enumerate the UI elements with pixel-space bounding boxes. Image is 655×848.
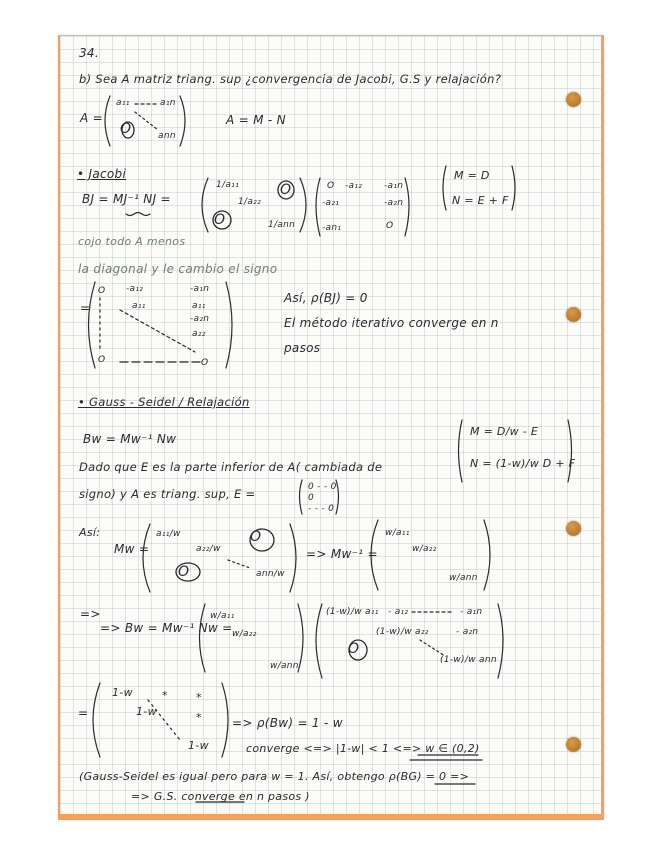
a-split-formula: A = M - N	[226, 113, 286, 127]
matrix-entry: w/ann	[449, 573, 478, 583]
question-text: b) Sea A matriz triang. sup ¿convergencia de Jacobi, G.S y relajación?	[79, 72, 502, 86]
matrix-entry: (1-w)/w a₂₂	[376, 627, 429, 637]
matrix-entry: a₁n	[160, 98, 176, 108]
matrix-entry: O	[98, 286, 106, 296]
gauss-text: Dado que E es la parte inferior de A( cambiada de	[79, 460, 383, 474]
matrix-entry: O	[348, 641, 360, 657]
mn-box-line: M = D/w - E	[470, 425, 539, 438]
jacobi-formula: BJ = MJ⁻¹ NJ =	[82, 192, 171, 206]
matrix-entry: O	[178, 564, 190, 580]
matrix-entry: w/a₂₂	[232, 629, 257, 639]
rho-bw: => ρ(Bw) = 1 - w	[232, 716, 343, 730]
matrix-entry: (1-w)/w ann	[440, 655, 497, 665]
matrix-entry: - a₂n	[456, 627, 479, 637]
pencil-note: la diagonal y le cambio el signo	[78, 262, 278, 276]
matrix-entry: a₁₁	[132, 301, 146, 311]
matrix-a-label: A =	[80, 111, 103, 125]
matrix-entry: 1-w	[112, 686, 133, 699]
matrix-entry: ann	[158, 131, 176, 141]
matrix-entry: a₁₁	[192, 301, 206, 311]
mw-inverse-label: => Mw⁻¹ =	[306, 547, 378, 561]
matrix-entry: O	[386, 221, 394, 231]
matrix-entry: 0 - - 0	[308, 482, 337, 492]
matrix-entry: - a₁₂	[388, 607, 409, 617]
matrix-entry: -a₁₂	[345, 181, 363, 191]
mn-box-line: N = (1-w)/w D + F	[470, 457, 576, 470]
bw-label: => Bw = Mw⁻¹ Nw =	[100, 621, 233, 635]
matrix-entry: - - - 0	[308, 504, 335, 514]
matrix-entry: -a₂n	[384, 198, 404, 208]
jacobi-conclusion: pasos	[284, 341, 321, 355]
matrix-entry: 0	[308, 493, 315, 503]
equals-sign: =	[80, 301, 91, 315]
matrix-entry: O	[201, 358, 209, 368]
jacobi-heading: • Jacobi	[77, 167, 127, 181]
mw-label: Mw =	[114, 542, 150, 556]
matrix-entry: O	[327, 181, 335, 191]
pencil-note: cojo todo A menos	[78, 235, 186, 248]
matrix-entry: -a₁n	[384, 181, 404, 191]
matrix-entry: *	[162, 689, 168, 702]
matrix-entry: a₁₁	[116, 98, 130, 108]
jacobi-conclusion: El método iterativo converge en n	[284, 316, 499, 330]
converge-condition: converge <=> |1-w| < 1 <=> w ∈ (0,2)	[246, 742, 480, 755]
matrix-entry: w/a₁₁	[210, 611, 235, 621]
matrix-entry: 1-w	[136, 705, 157, 718]
gauss-text: signo) y A es triang. sup, E =	[79, 487, 256, 501]
matrix-entry: 1-w	[188, 739, 209, 752]
mn-box-line: M = D	[454, 169, 490, 182]
jacobi-conclusion: Así, ρ(BJ) = 0	[284, 291, 368, 305]
matrix-entry: - a₁n	[460, 607, 483, 617]
matrix-entry: O	[250, 529, 262, 545]
bw-formula: Bw = Mw⁻¹ Nw	[83, 432, 177, 446]
gauss-heading: • Gauss - Seidel / Relajación	[78, 395, 250, 409]
asi-label: Así:	[79, 526, 101, 539]
matrix-entry: -an₁	[322, 223, 342, 233]
matrix-entry: a₁₁/w	[156, 529, 181, 539]
matrix-entry: (1-w)/w a₁₁	[326, 607, 379, 617]
equals-sign: =	[78, 706, 89, 720]
matrix-entry: a₂₂/w	[196, 544, 221, 554]
gauss-final-line: => G.S. converge en n pasos )	[131, 790, 310, 803]
matrix-entry: 1/a₂₂	[238, 197, 261, 207]
gauss-final-line: (Gauss-Seidel es igual pero para w = 1. Así, obtengo ρ(BG) = 0 =>	[79, 770, 470, 783]
arrow: =>	[80, 607, 101, 621]
matrix-entry: O	[98, 355, 106, 365]
page-number: 34.	[79, 46, 99, 60]
watermark: · · · · · ·	[558, 388, 565, 420]
matrix-entry: ann/w	[256, 569, 285, 579]
matrix-entry: *	[196, 711, 202, 724]
matrix-entry: -a₂n	[190, 314, 210, 324]
matrix-entry: O	[120, 121, 132, 137]
matrix-entry: -a₁₂	[126, 284, 144, 294]
matrix-entry: O	[280, 182, 292, 198]
matrix-entry: -a₂₁	[322, 198, 340, 208]
matrix-entry: 1/ann	[268, 220, 296, 230]
matrix-entry: *	[196, 691, 202, 704]
matrix-entry: O	[214, 212, 226, 228]
matrix-entry: 1/a₁₁	[216, 180, 239, 190]
mn-box-line: N = E + F	[452, 194, 509, 207]
matrix-entry: w/a₁₁	[385, 528, 410, 538]
matrix-entry: a₂₂	[192, 329, 206, 339]
matrix-entry: w/a₂₂	[412, 544, 437, 554]
matrix-entry: -a₁n	[190, 284, 210, 294]
matrix-entry: w/ann	[270, 661, 299, 671]
